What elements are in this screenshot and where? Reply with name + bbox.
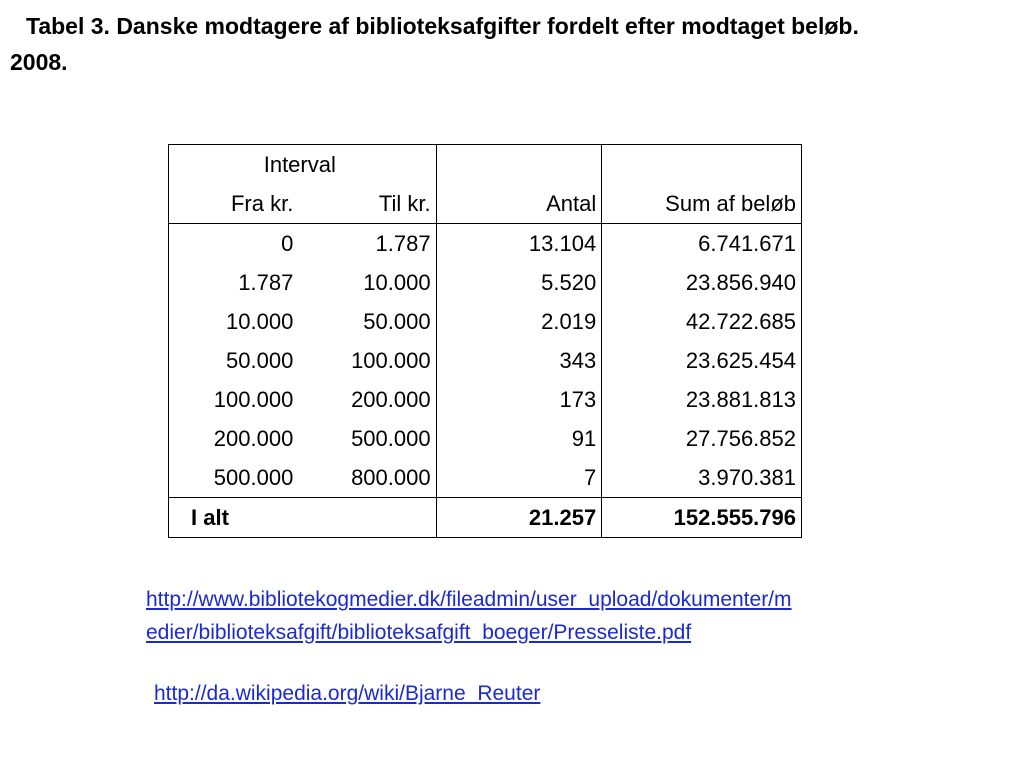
cell-sum: 6.741.671 [602,224,802,264]
cell-count: 343 [436,341,602,380]
cell-count: 7 [436,458,602,498]
header-empty-count [436,145,602,185]
source-link-presseliste-line-1: http://www.bibliotekogmedier.dk/fileadmin/user_upload/dokumenter/m [146,588,792,611]
cell-sum: 23.625.454 [602,341,802,380]
cell-from: 10.000 [169,302,299,341]
table-row [169,341,802,380]
table-row [169,458,802,498]
cell-count: 91 [436,419,602,458]
cell-count: 5.520 [436,263,602,302]
title-line-2: 2008. [10,49,68,75]
cell-sum: 3.970.381 [602,458,802,498]
cell-from: 0 [169,224,299,264]
cell-from: 1.787 [169,263,299,302]
cell-to: 10.000 [363,269,431,295]
header-count: Antal [436,184,602,224]
cell-to: 50.000 [363,308,431,334]
cell-from: 100.000 [169,380,299,419]
title-line-1: Tabel 3. Danske modtagere af biblioteksafgifter fordelt efter modtaget beløb. [26,13,859,39]
recipients-table [168,144,802,538]
header-interval: Interval [169,145,437,185]
cell-from: 200.000 [169,419,299,458]
cell-from: 50.000 [169,341,299,380]
table-row [169,419,802,458]
cell-to: 800.000 [298,458,436,498]
table-row [169,302,802,341]
header-sum: Sum af beløb [602,184,802,224]
table-row [169,263,802,302]
total-row [169,498,802,538]
cell-count: 2.019 [436,302,602,341]
header-to: Til kr. [298,184,436,224]
cell-sum: 23.856.940 [602,263,802,302]
table-row [169,224,802,264]
source-link-wikipedia[interactable]: http://da.wikipedia.org/wiki/Bjarne_Reuter [154,682,541,705]
cell-count: 13.104 [436,224,602,264]
table-row [169,380,802,419]
total-count: 21.257 [436,498,602,538]
cell-from: 500.000 [169,458,299,498]
cell-count: 173 [436,380,602,419]
header-from: Fra kr. [169,184,299,224]
cell-sum: 27.756.852 [602,419,802,458]
cell-to: 500.000 [351,425,431,451]
cell-to: 100.000 [351,347,431,373]
total-sum: 152.555.796 [602,498,802,538]
cell-to: 200.000 [351,386,431,412]
source-link-presseliste-line-2: edier/biblioteksafgift/biblioteksafgift_boeger/Presseliste.pdf [146,621,692,644]
header-empty-sum [602,145,802,185]
total-label: I alt [169,498,437,538]
header-row-group [169,145,802,185]
cell-sum: 42.722.685 [602,302,802,341]
header-row-columns [169,184,802,224]
source-link-presseliste[interactable] [146,583,946,649]
cell-to: 1.787 [375,230,431,256]
page-title [10,8,1010,80]
cell-sum: 23.881.813 [602,380,802,419]
